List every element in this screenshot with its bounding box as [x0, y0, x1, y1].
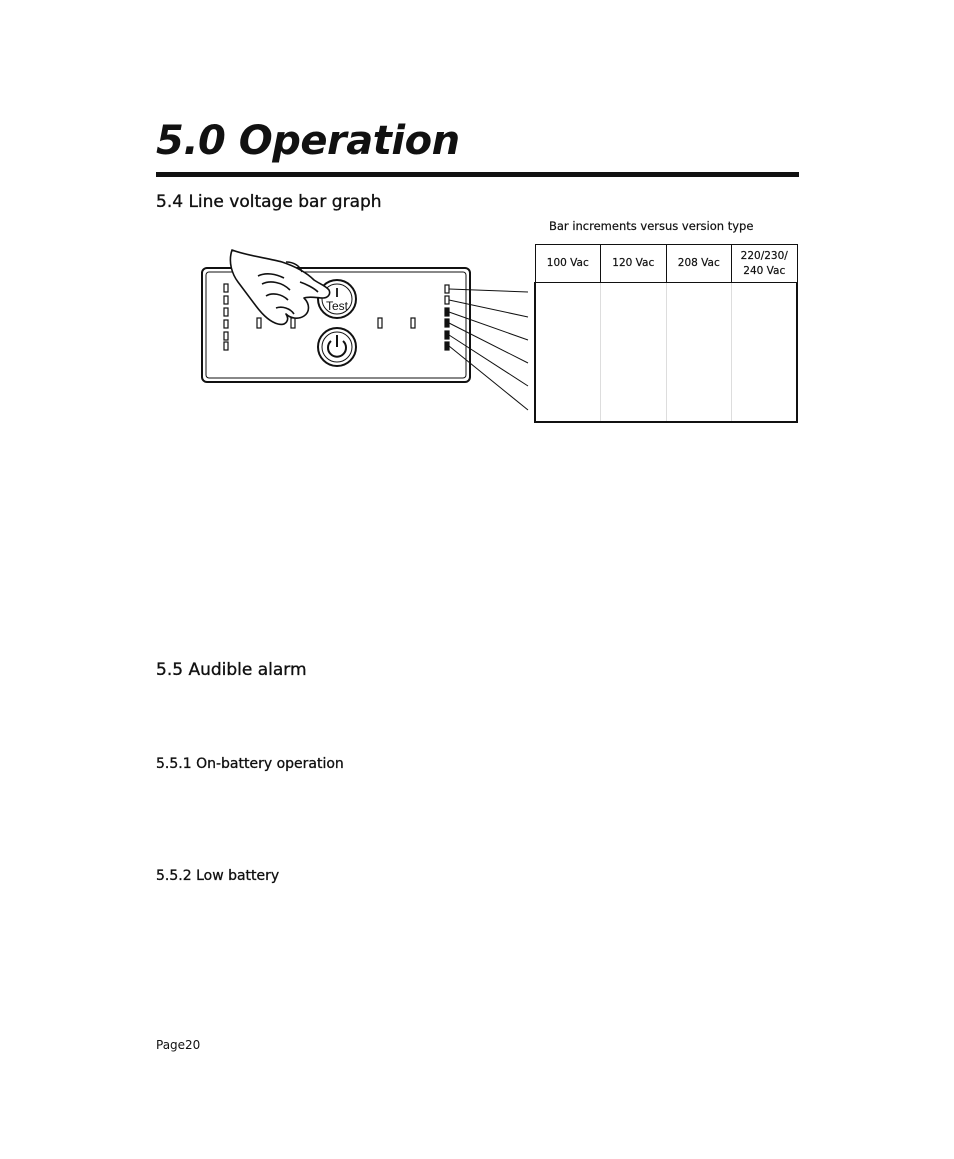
subsection-heading-5-5-2: 5.5.2 Low battery: [156, 868, 280, 884]
page-number: Page20: [156, 1038, 201, 1052]
table-cell: [601, 329, 667, 422]
table-row: [535, 283, 797, 330]
test-button-label: Test: [325, 299, 349, 313]
col-100-vac: 100 Vac: [535, 245, 601, 283]
col-208-vac: 208 Vac: [666, 245, 732, 283]
table-header-row: [535, 245, 797, 283]
voltage-bar-graph: [445, 285, 449, 350]
section-heading-5-4: 5.4 Line voltage bar graph: [156, 192, 382, 212]
col-220-240-vac: 220/230/ 240 Vac: [732, 245, 798, 283]
subsection-heading-5-5-1: 5.5.1 On-battery operation: [156, 756, 344, 772]
table-cell: [535, 329, 601, 422]
table-cell: [601, 283, 667, 330]
table-row: [535, 329, 797, 422]
front-panel-illustration: [0, 0, 954, 460]
col-120-vac: 120 Vac: [601, 245, 667, 283]
bar-increments-table: [534, 244, 798, 423]
table-cell: [535, 283, 601, 330]
leader-lines: [449, 289, 528, 410]
left-led-column: [224, 284, 228, 350]
table-cell: [666, 283, 732, 330]
section-heading-5-5: 5.5 Audible alarm: [156, 660, 307, 680]
pressing-hand: [230, 250, 329, 324]
table-cell: [732, 329, 798, 422]
power-button: [318, 328, 356, 366]
table-cell: [666, 329, 732, 422]
chapter-title: 5.0 Operation: [156, 118, 460, 164]
table-caption: Bar increments versus version type: [549, 219, 754, 233]
table-cell: [732, 283, 798, 330]
